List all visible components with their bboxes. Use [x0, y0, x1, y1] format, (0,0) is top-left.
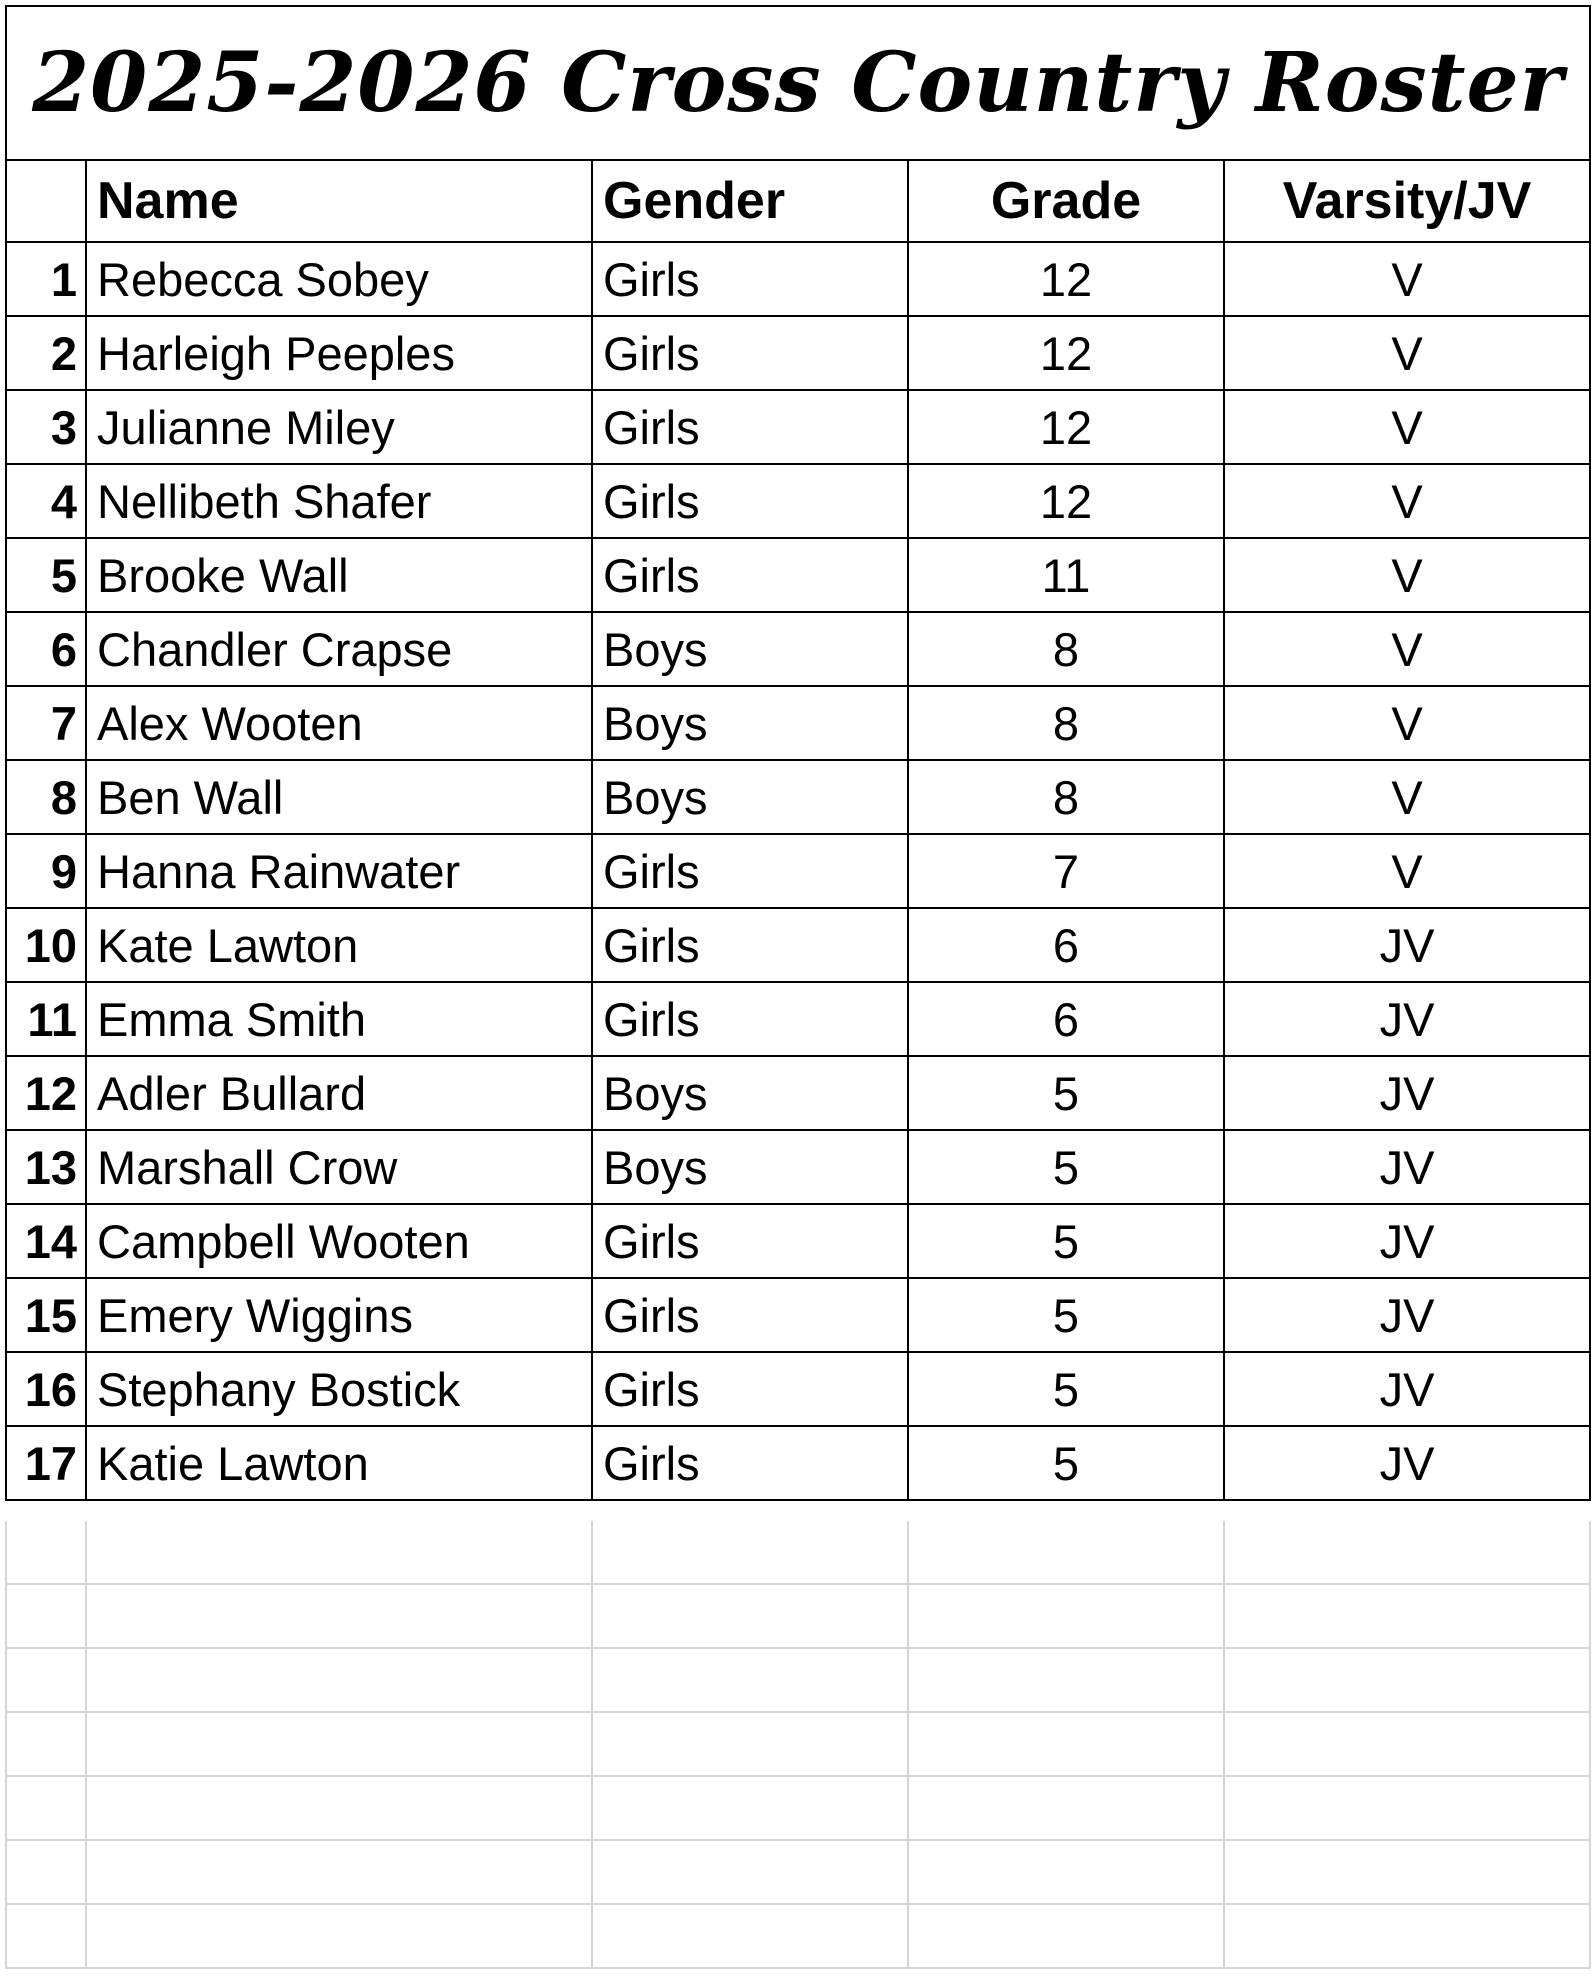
empty-cell[interactable]: [1224, 1648, 1590, 1712]
empty-cell[interactable]: [908, 1521, 1224, 1584]
empty-cell[interactable]: [1224, 1776, 1590, 1840]
grade-cell[interactable]: 12: [908, 464, 1224, 538]
empty-cell[interactable]: [592, 1712, 908, 1776]
empty-cell[interactable]: [6, 1648, 86, 1712]
roster-table: [5, 5, 1591, 1501]
varsity-jv-cell[interactable]: V: [1224, 612, 1590, 686]
varsity-jv-cell[interactable]: JV: [1224, 1278, 1590, 1352]
empty-row: [6, 1776, 1590, 1840]
empty-cell[interactable]: [592, 1904, 908, 1968]
name-cell[interactable]: Hanna Rainwater: [86, 834, 592, 908]
empty-grid-table: [5, 1521, 1591, 1969]
varsity-jv-cell[interactable]: V: [1224, 316, 1590, 390]
empty-cell[interactable]: [908, 1648, 1224, 1712]
gender-cell[interactable]: Boys: [592, 1130, 908, 1204]
empty-cell[interactable]: [592, 1584, 908, 1648]
row-number-cell[interactable]: 16: [6, 1352, 86, 1426]
header-grade-cell[interactable]: Grade: [908, 160, 1224, 242]
grade-cell[interactable]: 5: [908, 1204, 1224, 1278]
name-cell[interactable]: Emma Smith: [86, 982, 592, 1056]
empty-cell[interactable]: [6, 1840, 86, 1904]
header-name-cell[interactable]: Name: [86, 160, 592, 242]
table-row: [6, 1130, 1590, 1204]
table-row: [6, 834, 1590, 908]
row-number-cell[interactable]: 11: [6, 982, 86, 1056]
empty-row: [6, 1840, 1590, 1904]
row-number-cell[interactable]: 2: [6, 316, 86, 390]
row-number-cell[interactable]: 8: [6, 760, 86, 834]
empty-cell[interactable]: [86, 1648, 592, 1712]
name-cell[interactable]: Emery Wiggins: [86, 1278, 592, 1352]
row-number-cell[interactable]: 3: [6, 390, 86, 464]
gender-cell[interactable]: Girls: [592, 1352, 908, 1426]
row-number-cell[interactable]: 12: [6, 1056, 86, 1130]
empty-cell[interactable]: [6, 1904, 86, 1968]
empty-cell[interactable]: [908, 1584, 1224, 1648]
table-row: [6, 908, 1590, 982]
table-row: [6, 1204, 1590, 1278]
empty-cell[interactable]: [908, 1776, 1224, 1840]
varsity-jv-cell[interactable]: JV: [1224, 1130, 1590, 1204]
empty-cell[interactable]: [86, 1904, 592, 1968]
empty-cell[interactable]: [1224, 1712, 1590, 1776]
varsity-jv-cell[interactable]: V: [1224, 686, 1590, 760]
name-cell[interactable]: Marshall Crow: [86, 1130, 592, 1204]
name-cell[interactable]: Brooke Wall: [86, 538, 592, 612]
header-row: [6, 160, 1590, 242]
name-cell[interactable]: Ben Wall: [86, 760, 592, 834]
name-cell[interactable]: Alex Wooten: [86, 686, 592, 760]
varsity-jv-cell[interactable]: V: [1224, 538, 1590, 612]
table-row: [6, 612, 1590, 686]
table-row: [6, 686, 1590, 760]
grade-cell[interactable]: 8: [908, 760, 1224, 834]
empty-cell[interactable]: [592, 1840, 908, 1904]
table-row: [6, 760, 1590, 834]
empty-sheet-grid: [5, 1521, 1589, 1985]
empty-cell[interactable]: [86, 1712, 592, 1776]
table-row: [6, 982, 1590, 1056]
empty-row: [6, 1584, 1590, 1648]
header-gender-cell[interactable]: Gender: [592, 160, 908, 242]
varsity-jv-cell[interactable]: V: [1224, 834, 1590, 908]
table-row: [6, 1056, 1590, 1130]
empty-cell[interactable]: [6, 1584, 86, 1648]
empty-cell[interactable]: [86, 1776, 592, 1840]
empty-cell[interactable]: [6, 1776, 86, 1840]
name-cell[interactable]: Chandler Crapse: [86, 612, 592, 686]
table-row: [6, 538, 1590, 612]
varsity-jv-cell[interactable]: V: [1224, 464, 1590, 538]
page-title: 2025-2026 Cross Country Roster: [32, 35, 1564, 131]
varsity-jv-cell[interactable]: V: [1224, 760, 1590, 834]
empty-cell[interactable]: [908, 1904, 1224, 1968]
gender-cell[interactable]: Girls: [592, 316, 908, 390]
row-number-cell[interactable]: 6: [6, 612, 86, 686]
grade-cell[interactable]: 11: [908, 538, 1224, 612]
empty-cell[interactable]: [86, 1584, 592, 1648]
varsity-jv-cell[interactable]: JV: [1224, 1204, 1590, 1278]
gender-cell[interactable]: Girls: [592, 1204, 908, 1278]
row-number-cell[interactable]: 1: [6, 242, 86, 316]
row-number-cell[interactable]: 14: [6, 1204, 86, 1278]
grade-cell[interactable]: 8: [908, 612, 1224, 686]
table-row: [6, 242, 1590, 316]
name-cell[interactable]: Stephany Bostick: [86, 1352, 592, 1426]
empty-cell[interactable]: [592, 1776, 908, 1840]
name-cell[interactable]: Campbell Wooten: [86, 1204, 592, 1278]
table-row: [6, 316, 1590, 390]
varsity-jv-cell[interactable]: V: [1224, 242, 1590, 316]
varsity-jv-cell[interactable]: JV: [1224, 1426, 1590, 1500]
title-row: [6, 6, 1590, 160]
empty-cell[interactable]: [6, 1712, 86, 1776]
row-number-cell[interactable]: 15: [6, 1278, 86, 1352]
name-cell[interactable]: Julianne Miley: [86, 390, 592, 464]
gender-cell[interactable]: Boys: [592, 760, 908, 834]
gender-cell[interactable]: Girls: [592, 538, 908, 612]
gender-cell[interactable]: Girls: [592, 908, 908, 982]
grade-cell[interactable]: 5: [908, 1278, 1224, 1352]
empty-row: [6, 1521, 1590, 1584]
grade-cell[interactable]: 6: [908, 982, 1224, 1056]
header-varsity-jv-cell[interactable]: Varsity/JV: [1224, 160, 1590, 242]
gender-cell[interactable]: Girls: [592, 390, 908, 464]
gender-cell[interactable]: Girls: [592, 1278, 908, 1352]
varsity-jv-cell[interactable]: V: [1224, 390, 1590, 464]
gender-cell[interactable]: Girls: [592, 464, 908, 538]
name-cell[interactable]: Rebecca Sobey: [86, 242, 592, 316]
table-row: [6, 464, 1590, 538]
row-number-cell[interactable]: 4: [6, 464, 86, 538]
row-number-cell[interactable]: 5: [6, 538, 86, 612]
grade-cell[interactable]: 7: [908, 834, 1224, 908]
grade-cell[interactable]: 8: [908, 686, 1224, 760]
gender-cell[interactable]: Girls: [592, 1426, 908, 1500]
grade-cell[interactable]: 5: [908, 1130, 1224, 1204]
name-cell[interactable]: Adler Bullard: [86, 1056, 592, 1130]
row-number-cell[interactable]: 17: [6, 1426, 86, 1500]
gender-cell[interactable]: Girls: [592, 242, 908, 316]
empty-cell[interactable]: [908, 1712, 1224, 1776]
table-row: [6, 1426, 1590, 1500]
empty-cell[interactable]: [86, 1840, 592, 1904]
empty-cell[interactable]: [6, 1521, 86, 1584]
gender-cell[interactable]: Boys: [592, 686, 908, 760]
varsity-jv-cell[interactable]: JV: [1224, 1056, 1590, 1130]
empty-cell[interactable]: [1224, 1521, 1590, 1584]
empty-cell[interactable]: [1224, 1584, 1590, 1648]
gender-cell[interactable]: Boys: [592, 612, 908, 686]
gender-cell[interactable]: Girls: [592, 834, 908, 908]
table-row: [6, 1278, 1590, 1352]
empty-cell[interactable]: [908, 1840, 1224, 1904]
gender-cell[interactable]: Girls: [592, 982, 908, 1056]
name-cell[interactable]: Harleigh Peeples: [86, 316, 592, 390]
gender-cell[interactable]: Boys: [592, 1056, 908, 1130]
grade-cell[interactable]: 5: [908, 1056, 1224, 1130]
header-number-cell[interactable]: [6, 160, 86, 242]
grade-cell[interactable]: 12: [908, 316, 1224, 390]
empty-row: [6, 1904, 1590, 1968]
empty-row: [6, 1712, 1590, 1776]
varsity-jv-cell[interactable]: JV: [1224, 1352, 1590, 1426]
empty-cell[interactable]: [592, 1521, 908, 1584]
name-cell[interactable]: Katie Lawton: [86, 1426, 592, 1500]
empty-cell[interactable]: [592, 1648, 908, 1712]
row-number-cell[interactable]: 10: [6, 908, 86, 982]
row-number-cell[interactable]: 7: [6, 686, 86, 760]
name-cell[interactable]: Kate Lawton: [86, 908, 592, 982]
table-row: [6, 1352, 1590, 1426]
title-cell[interactable]: [6, 6, 1590, 160]
empty-cell[interactable]: [1224, 1904, 1590, 1968]
grade-cell[interactable]: 5: [908, 1426, 1224, 1500]
row-number-cell[interactable]: 13: [6, 1130, 86, 1204]
empty-cell[interactable]: [86, 1521, 592, 1584]
grade-cell[interactable]: 12: [908, 390, 1224, 464]
grade-cell[interactable]: 6: [908, 908, 1224, 982]
empty-row: [6, 1648, 1590, 1712]
table-row: [6, 390, 1590, 464]
varsity-jv-cell[interactable]: JV: [1224, 982, 1590, 1056]
empty-cell[interactable]: [1224, 1840, 1590, 1904]
grade-cell[interactable]: 12: [908, 242, 1224, 316]
grade-cell[interactable]: 5: [908, 1352, 1224, 1426]
varsity-jv-cell[interactable]: JV: [1224, 908, 1590, 982]
row-number-cell[interactable]: 9: [6, 834, 86, 908]
roster-sheet: [5, 5, 1589, 1501]
name-cell[interactable]: Nellibeth Shafer: [86, 464, 592, 538]
